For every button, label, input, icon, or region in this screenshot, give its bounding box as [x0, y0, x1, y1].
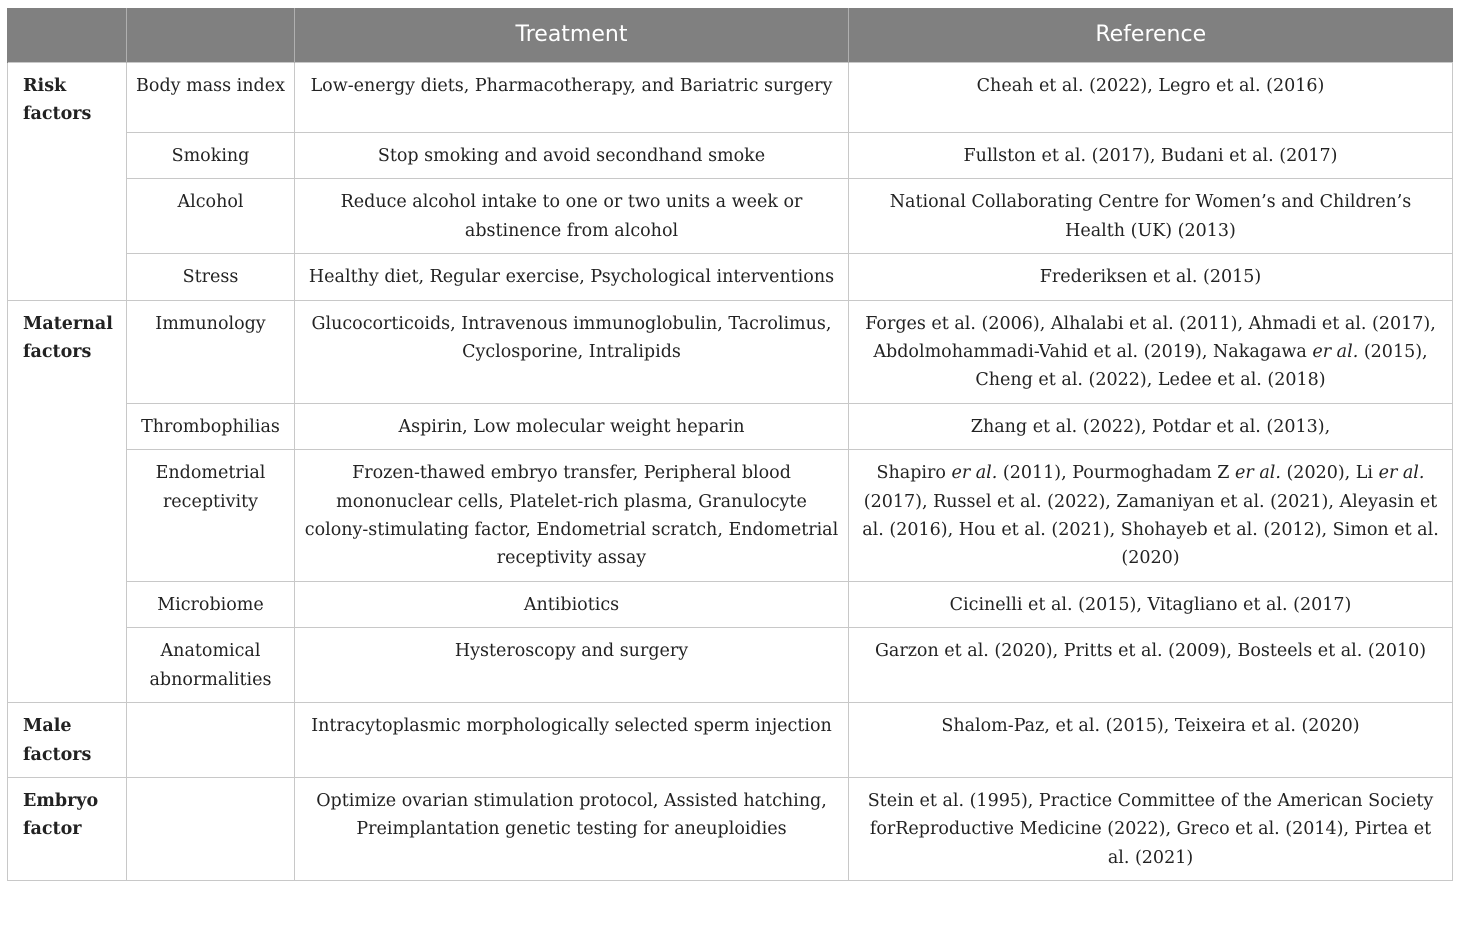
- reference-cell: Frederiksen et al. (2015): [849, 254, 1453, 300]
- table-row: [8, 179, 1453, 254]
- treatment-table: [7, 8, 1453, 881]
- table-row: [8, 63, 1453, 133]
- treatment-cell: Antibiotics: [295, 581, 849, 627]
- reference-italic: er al.: [951, 463, 998, 484]
- table-row: [8, 450, 1453, 582]
- group-maternal-factors: Maternal factors: [8, 300, 127, 702]
- factor-cell: Stress: [127, 254, 295, 300]
- table-row: [8, 254, 1453, 300]
- reference-cell: National Collaborating Centre for Women’s and Children’s Health (UK) (2013): [849, 179, 1453, 254]
- treatment-cell: Frozen-thawed embryo transfer, Peripheral blood mononuclear cells, Platelet-rich plasma, Granulocyte colony-stimulating factor, Endometrial scratch, Endometrial receptivity assay: [295, 450, 849, 582]
- treatment-cell: Low-energy diets, Pharmacotherapy, and Bariatric surgery: [295, 63, 849, 133]
- table-row: [8, 703, 1453, 778]
- treatment-cell: Stop smoking and avoid secondhand smoke: [295, 133, 849, 179]
- group-risk-factors: Risk factors: [8, 63, 127, 301]
- treatment-cell: Reduce alcohol intake to one or two units a week or abstinence from alcohol: [295, 179, 849, 254]
- factor-cell: [127, 703, 295, 778]
- treatment-cell: Optimize ovarian stimulation protocol, Assisted hatching, Preimplantation genetic testing for aneuploidies: [295, 777, 849, 880]
- treatment-cell: Glucocorticoids, Intravenous immunoglobulin, Tacrolimus, Cyclosporine, Intralipids: [295, 300, 849, 403]
- factor-cell: [127, 777, 295, 880]
- reference-italic: er al.: [1235, 463, 1281, 484]
- reference-italic: er al.: [1378, 463, 1425, 484]
- reference-cell: Stein et al. (1995), Practice Committee of the American Society forReproductive Medicine (2022), Greco et al. (2014), Pirtea et al. (2021): [849, 777, 1453, 880]
- header-treatment: Treatment: [295, 8, 849, 63]
- treatment-cell: Intracytoplasmic morphologically selected sperm injection: [295, 703, 849, 778]
- reference-cell: [849, 300, 1453, 403]
- header-row: [8, 8, 1453, 63]
- factor-cell: Anatomical abnormalities: [127, 628, 295, 703]
- group-male-factors: Male factors: [8, 703, 127, 778]
- reference-text: (2011), Pourmoghadam Z: [997, 463, 1236, 484]
- reference-cell: Shalom-Paz, et al. (2015), Teixeira et al. (2020): [849, 703, 1453, 778]
- treatment-cell: Hysteroscopy and surgery: [295, 628, 849, 703]
- table-row: [8, 581, 1453, 627]
- reference-text: (2017), Russel et al. (2022), Zamaniyan et al. (2021), Aleyasin et al. (2016), Hou et al. (2021), Shohayeb et al. (2012), Simon et al. (2020): [862, 491, 1439, 569]
- reference-cell: Cicinelli et al. (2015), Vitagliano et al. (2017): [849, 581, 1453, 627]
- treatment-cell: Aspirin, Low molecular weight heparin: [295, 403, 849, 449]
- factor-cell: Thrombophilias: [127, 403, 295, 449]
- treatment-cell: Healthy diet, Regular exercise, Psychological interventions: [295, 254, 849, 300]
- table-row: [8, 777, 1453, 880]
- table-row: [8, 133, 1453, 179]
- reference-cell: [849, 450, 1453, 582]
- factor-cell: Smoking: [127, 133, 295, 179]
- header-factor: [127, 8, 295, 63]
- factor-cell: Immunology: [127, 300, 295, 403]
- reference-text: Forges et al. (2006), Alhalabi et al. (2011), Ahmadi et al. (2017), Abdolmohammadi-Vahid et al. (2019), Nakagawa: [865, 313, 1436, 363]
- factor-cell: Endometrial receptivity: [127, 450, 295, 582]
- reference-text: Shapiro: [876, 463, 952, 484]
- factor-cell: Alcohol: [127, 179, 295, 254]
- header-reference: Reference: [849, 8, 1453, 63]
- reference-cell: Garzon et al. (2020), Pritts et al. (2009), Bosteels et al. (2010): [849, 628, 1453, 703]
- reference-text: (2020), Li: [1280, 463, 1379, 484]
- reference-cell: Fullston et al. (2017), Budani et al. (2017): [849, 133, 1453, 179]
- reference-italic: er al.: [1312, 342, 1359, 363]
- table-row: [8, 300, 1453, 403]
- table-row: [8, 628, 1453, 703]
- table-row: [8, 403, 1453, 449]
- factor-cell: Microbiome: [127, 581, 295, 627]
- reference-text: (2015), Cheng et al. (2022), Ledee et al. (2018): [975, 342, 1428, 391]
- reference-cell: Zhang et al. (2022), Potdar et al. (2013),: [849, 403, 1453, 449]
- factor-cell: Body mass index: [127, 63, 295, 133]
- header-category: [8, 8, 127, 63]
- group-embryo-factor: Embryo factor: [8, 777, 127, 880]
- reference-cell: Cheah et al. (2022), Legro et al. (2016): [849, 63, 1453, 133]
